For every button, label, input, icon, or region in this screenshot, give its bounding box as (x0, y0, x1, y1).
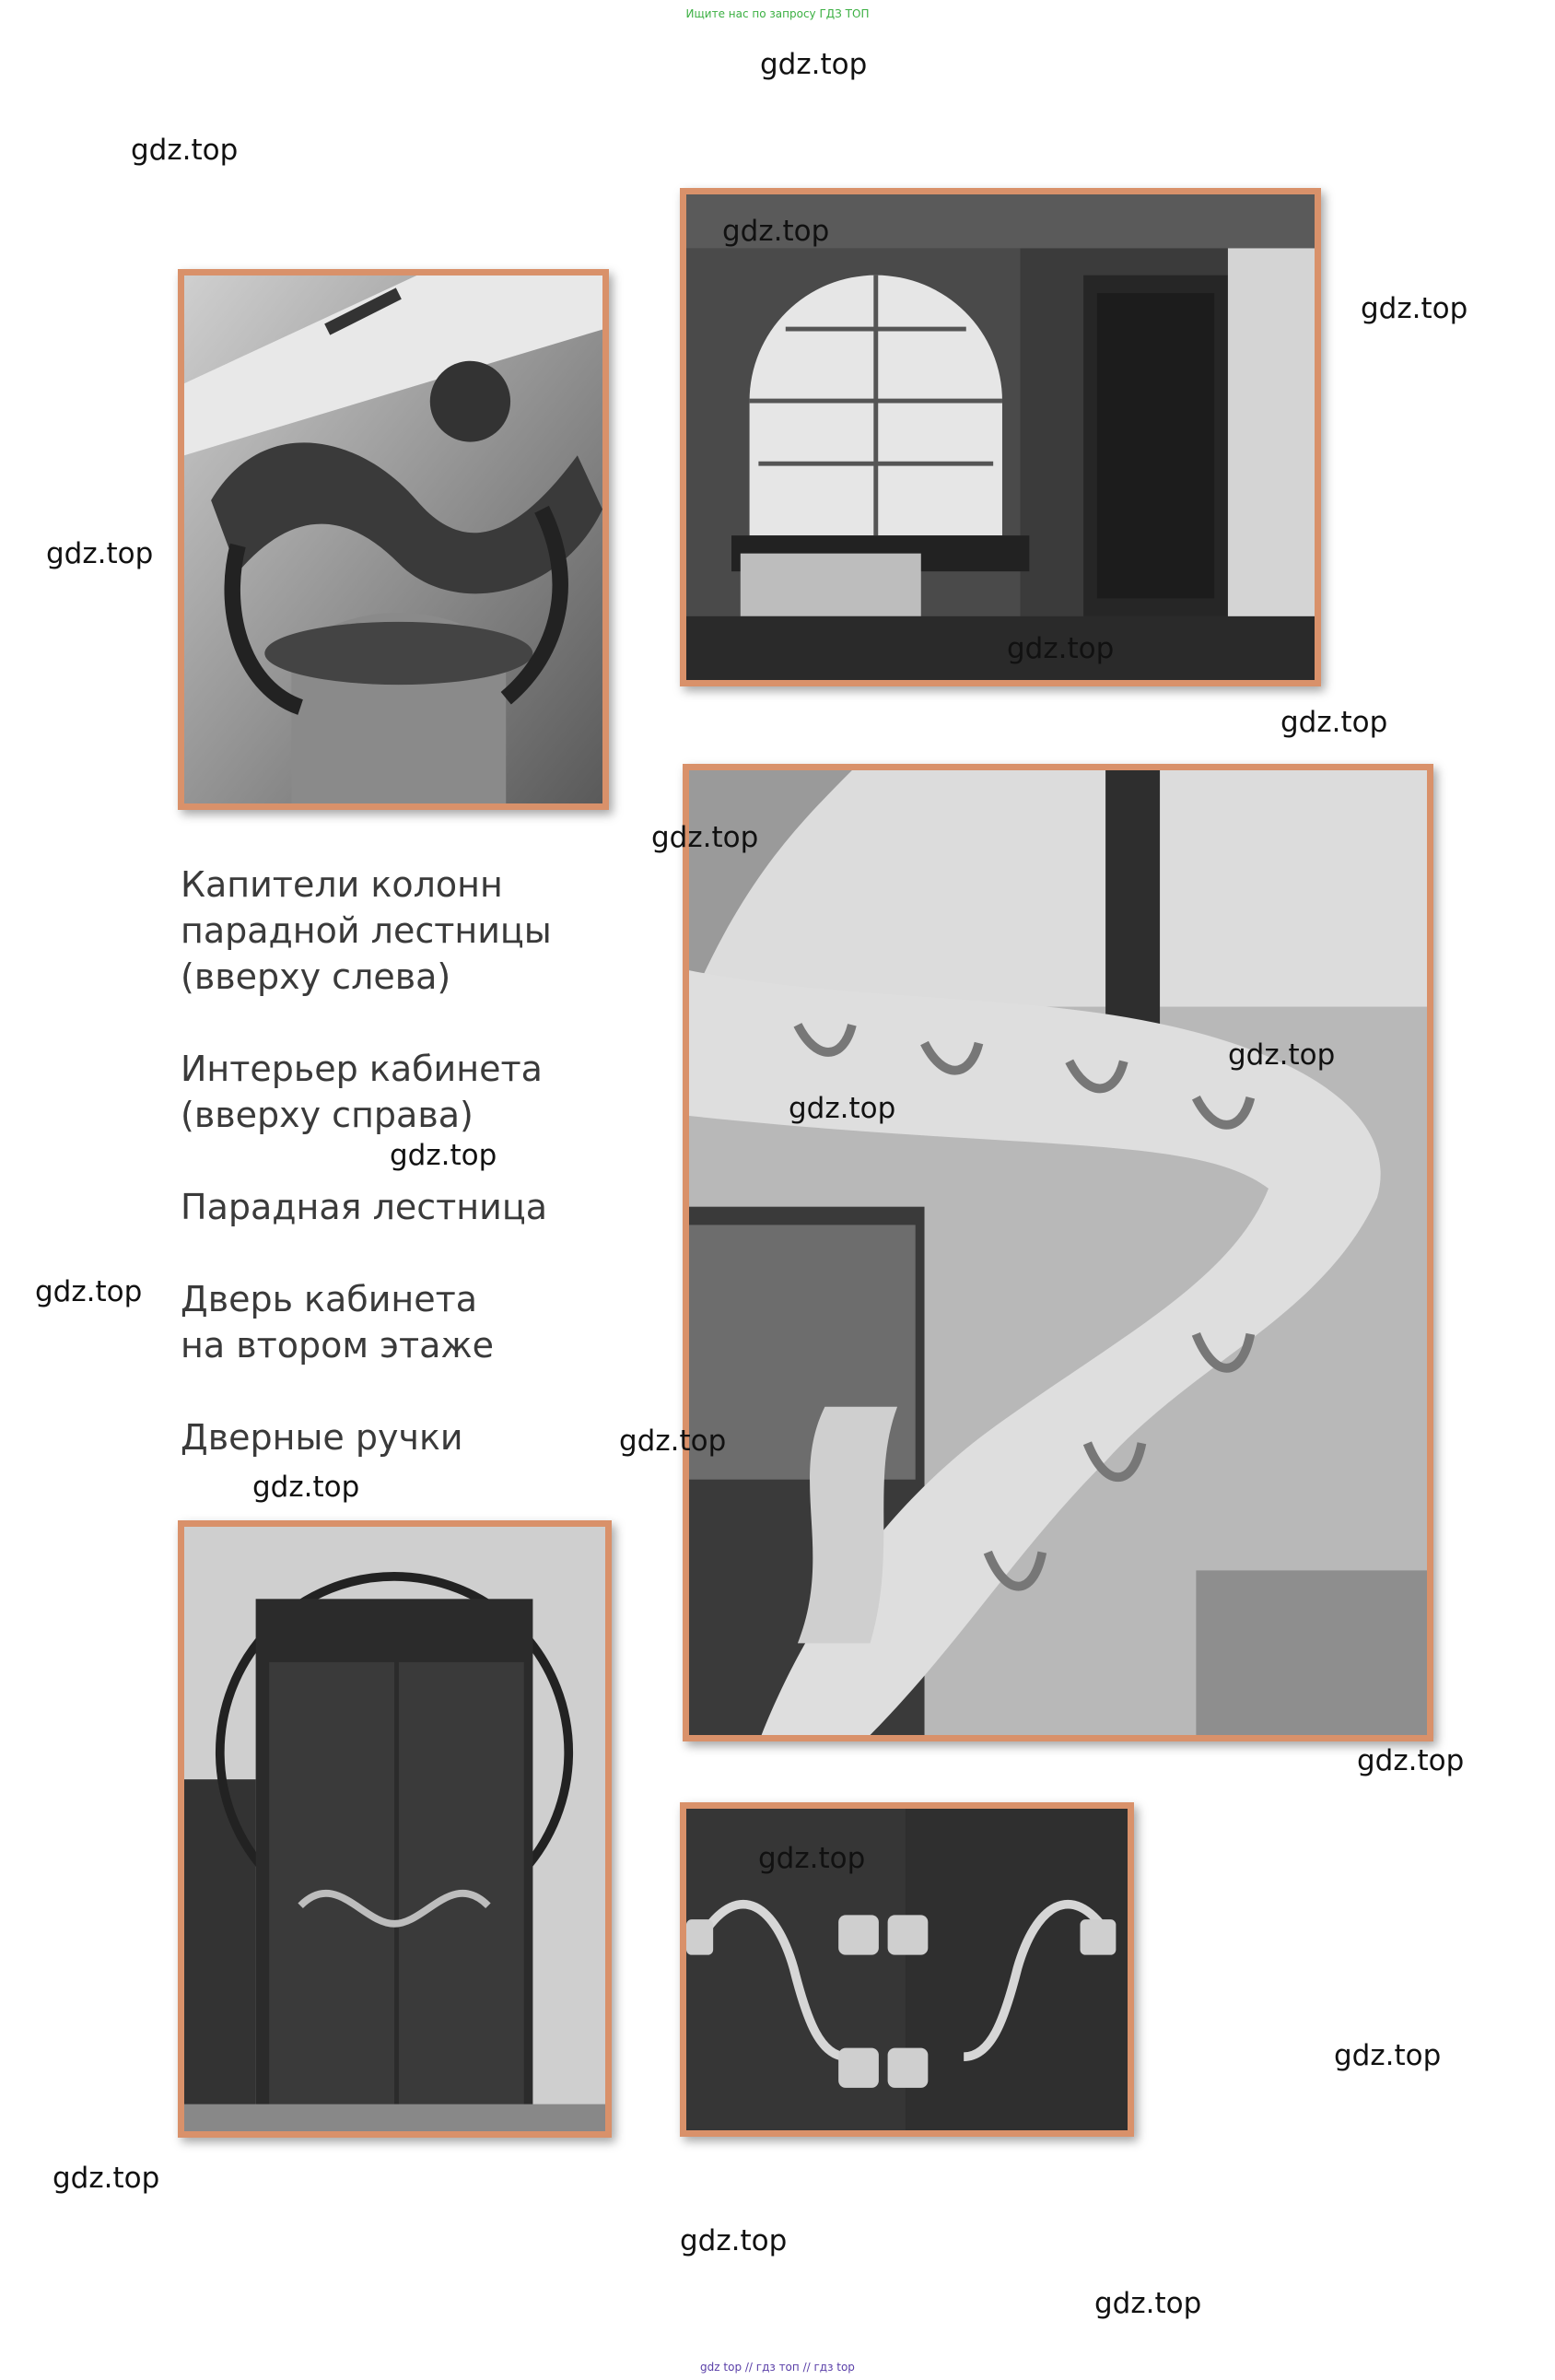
photo-study-interior (680, 188, 1321, 686)
caption-study-interior: Интерьер кабинета (вверху справа) (181, 1049, 543, 1135)
watermark: gdz.top (1007, 632, 1115, 665)
watermark: gdz.top (46, 537, 154, 570)
watermark: gdz.top (1357, 1744, 1465, 1777)
watermark: gdz.top (252, 1471, 360, 1504)
photo-column-capitals (178, 269, 609, 810)
watermark: gdz.top (789, 1092, 896, 1125)
watermark: gdz.top (680, 2224, 788, 2257)
photo-door-handles (680, 1802, 1134, 2137)
watermark: gdz.top (758, 1842, 866, 1875)
watermark: gdz.top (1280, 706, 1388, 739)
watermark: gdz.top (1334, 2039, 1442, 2072)
watermark: gdz.top (390, 1139, 497, 1172)
watermark: gdz.top (131, 134, 239, 167)
watermark: gdz.top (722, 215, 830, 248)
caption-study-door: Дверь кабинета на втором этаже (181, 1279, 494, 1366)
watermark: gdz.top (651, 821, 759, 854)
watermark: gdz.top (1361, 292, 1468, 325)
caption-column-capitals: Капители колонн парадной лестницы (вверху слева) (181, 864, 552, 997)
caption-grand-staircase: Парадная лестница (181, 1187, 547, 1227)
watermark: gdz.top (619, 1424, 727, 1458)
caption-door-handles: Дверные ручки (181, 1417, 463, 1458)
watermark: gdz.top (35, 1275, 143, 1308)
photo-grand-staircase (683, 764, 1433, 1741)
header-note: Ищите нас по запросу ГДЗ ТОП (685, 7, 870, 20)
watermark: gdz.top (1094, 2287, 1202, 2320)
footer-note: gdz top // гдз топ // гдз top (700, 2361, 855, 2374)
watermark: gdz.top (1228, 1038, 1336, 1072)
photo-study-door (178, 1520, 612, 2138)
watermark: gdz.top (760, 48, 868, 81)
watermark: gdz.top (53, 2162, 160, 2195)
